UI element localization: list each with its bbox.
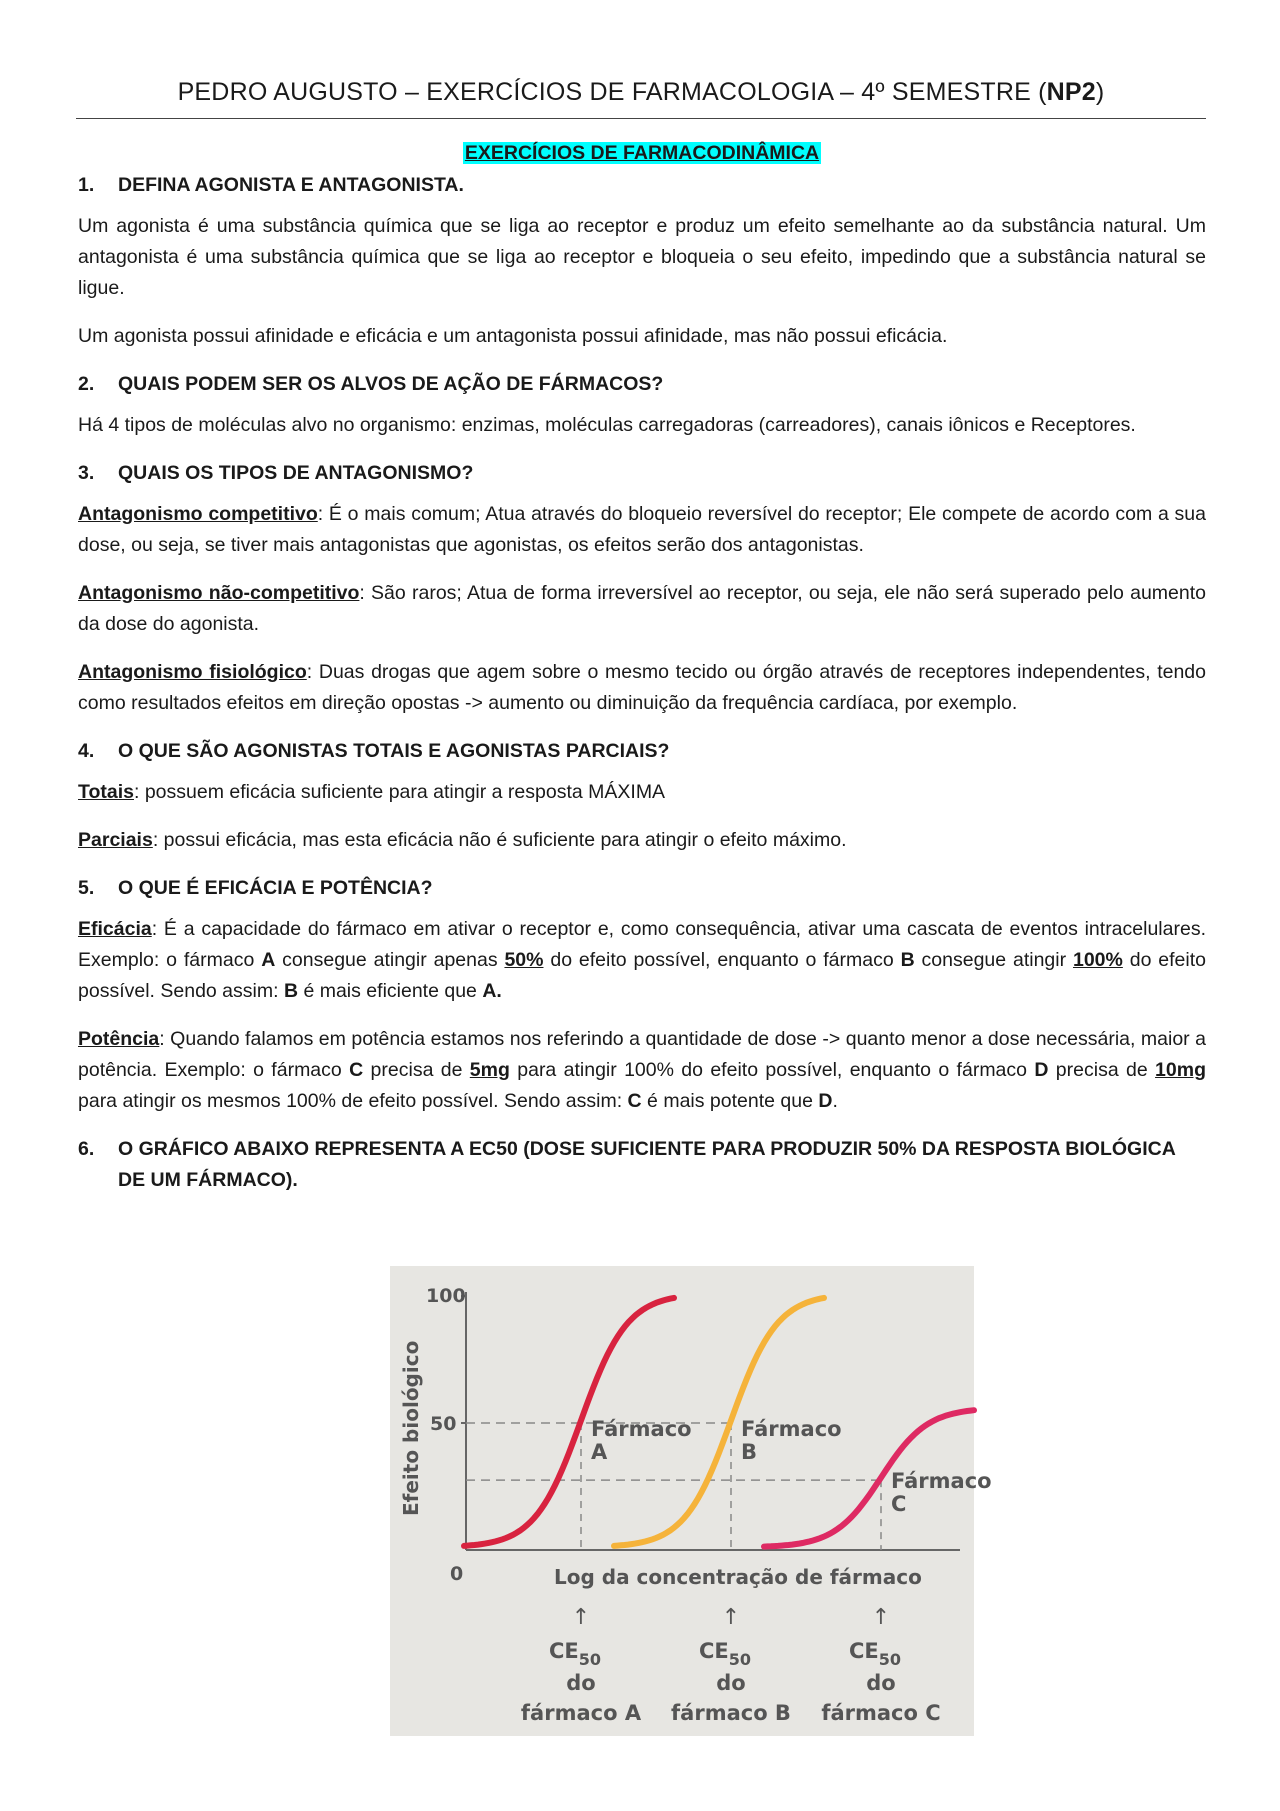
bold-run: A — [261, 949, 276, 971]
series-label: Fármaco — [891, 1469, 992, 1493]
bold-run: B — [900, 949, 915, 971]
paragraph — [78, 1024, 1206, 1117]
term: Antagonismo competitivo — [78, 503, 318, 525]
arrow-icon: ↑ — [871, 1605, 891, 1630]
series-label: A — [591, 1440, 608, 1464]
definition: : É o mais comum; Atua através do bloqueio reversível do receptor; Ele compete de acordo com a sua dose, ou seja, se tiver mais antagonistas que agonistas, os efeitos serão dos antagonistas. — [78, 503, 1206, 556]
question-2 — [78, 369, 1206, 400]
term: Potência — [78, 1028, 160, 1050]
ec50-chart — [390, 1266, 992, 1736]
chart-svg — [390, 1266, 992, 1736]
section-title-text: EXERCÍCIOS DE FARMACODINÂMICA — [464, 142, 820, 164]
ec50-text: CE — [848, 1639, 879, 1663]
y-tick-label: 50 — [430, 1413, 457, 1435]
text-run: para atingir os mesmos 100% de efeito possível. Sendo assim: — [78, 1090, 628, 1112]
question-number: 6. — [78, 1138, 95, 1160]
ec50-label: do — [716, 1671, 746, 1695]
definition: : São raros; Atua de forma irreversível ao receptor, ou seja, ele não será superado pelo aumento da dose do agonista. — [78, 582, 1206, 635]
ec50-subscript: 50 — [878, 1650, 902, 1669]
paragraph — [78, 914, 1206, 1007]
y-tick-label: 0 — [450, 1563, 464, 1585]
question-title: DEFINA AGONISTA E ANTAGONISTA. — [118, 174, 464, 196]
question-number: 1. — [78, 174, 95, 196]
definition: : possui eficácia, mas esta eficácia não é suficiente para atingir o efeito máximo. — [152, 829, 847, 851]
question-number: 5. — [78, 877, 95, 899]
document-body — [78, 136, 1206, 1206]
question-5 — [78, 873, 1206, 904]
paragraph — [78, 499, 1206, 561]
ec50-label: do — [866, 1671, 896, 1695]
ec50-label — [849, 1639, 901, 1669]
question-1 — [78, 170, 1206, 201]
text-run: para atingir 100% do efeito possível, enquanto o fármaco — [509, 1059, 1035, 1081]
definition: : Duas drogas que agem sobre o mesmo tecido ou órgão através de receptores independentes, tendo como resultados efeitos em direção opostas -> aumento ou diminuição da frequência cardíaca, por exemplo. — [78, 661, 1206, 714]
text-run: precisa de — [363, 1059, 470, 1081]
paragraph — [78, 578, 1206, 640]
term: Totais — [78, 781, 134, 803]
bold-run: D — [1034, 1059, 1049, 1081]
text-run: precisa de — [1048, 1059, 1156, 1081]
ec50-label: fármaco C — [821, 1701, 941, 1725]
bold-run: 10mg — [1155, 1059, 1206, 1081]
page-header — [76, 78, 1206, 107]
arrow-icon: ↑ — [721, 1605, 741, 1630]
series-label: Fármaco — [741, 1417, 842, 1441]
text-run: do efeito possível, enquanto o fármaco — [543, 949, 901, 971]
bold-run: 5mg — [469, 1059, 510, 1081]
series-label: C — [891, 1492, 907, 1516]
bold-run: 100% — [1072, 949, 1123, 971]
question-3 — [78, 458, 1206, 489]
definition: : possuem eficácia suficiente para atingir a resposta MÁXIMA — [133, 781, 666, 803]
paragraph — [78, 825, 1206, 856]
question-6 — [78, 1134, 1206, 1196]
bold-run: C — [627, 1090, 642, 1112]
ec50-label — [699, 1639, 751, 1669]
bold-run: A. — [482, 980, 502, 1002]
ec50-label: fármaco A — [520, 1701, 642, 1725]
ec50-text: CE — [698, 1639, 729, 1663]
ec50-subscript: 50 — [728, 1650, 752, 1669]
ec50-label — [549, 1639, 601, 1669]
term: Eficácia — [78, 918, 152, 940]
text-run: é mais potente que — [641, 1090, 819, 1112]
ec50-text: CE — [548, 1639, 579, 1663]
paragraph: Há 4 tipos de moléculas alvo no organismo: enzimas, moléculas carregadoras (carreadores), canais iônicos e Receptores. — [78, 414, 1136, 436]
series-label: B — [741, 1440, 758, 1464]
bold-run: C — [349, 1059, 364, 1081]
bold-run: 50% — [504, 949, 544, 971]
header-close: ) — [1095, 78, 1105, 106]
question-number: 2. — [78, 373, 95, 395]
term: Antagonismo não-competitivo — [78, 582, 360, 604]
term: Parciais — [78, 829, 153, 851]
text-run: : Quando falamos em potência estamos nos referindo a quantidade de dose -> quanto menor a dose necessária, maior a potência. Exemplo: o fármaco — [78, 1028, 1206, 1081]
question-number: 4. — [78, 740, 95, 762]
ec50-label: do — [566, 1671, 596, 1695]
arrow-icon: ↑ — [571, 1605, 591, 1630]
x-axis-label: Log da concentração de fármaco — [554, 1565, 922, 1589]
question-title: O QUE SÃO AGONISTAS TOTAIS E AGONISTAS PARCIAIS? — [118, 740, 670, 762]
question-title: O GRÁFICO ABAIXO REPRESENTA A EC50 (DOSE SUFICIENTE PARA PRODUZIR 50% DA RESPOSTA BIOLÓGICA DE UM FÁRMACO). — [118, 1138, 1176, 1191]
text-run: . — [832, 1090, 838, 1112]
text-run: consegue atingir — [914, 949, 1073, 971]
question-number: 3. — [78, 462, 95, 484]
series-label: Fármaco — [591, 1417, 692, 1441]
paragraph: Um agonista é uma substância química que se liga ao receptor e produz um efeito semelhante ao da substância natural. Um antagonista é uma substância química que se liga ao receptor e bloqueia o seu efeito, impedindo que a substância natural se ligue. — [78, 215, 1206, 299]
header-text: PEDRO AUGUSTO – EXERCÍCIOS DE FARMACOLOGIA – 4º SEMESTRE ( — [177, 78, 1047, 106]
bold-run: D — [818, 1090, 833, 1112]
text-run: : É a capacidade do fármaco em ativar o receptor e, como consequência, ativar uma cascata de eventos intracelulares. Exemplo: o fármaco — [78, 918, 1206, 971]
question-title: QUAIS PODEM SER OS ALVOS DE AÇÃO DE FÁRMACOS? — [118, 373, 664, 395]
ec50-label: fármaco B — [671, 1701, 791, 1725]
text-run: consegue atingir apenas — [275, 949, 505, 971]
paragraph — [78, 777, 1206, 808]
question-4 — [78, 736, 1206, 767]
question-title: O QUE É EFICÁCIA E POTÊNCIA? — [118, 877, 433, 899]
header-rule — [76, 118, 1206, 119]
term: Antagonismo fisiológico — [78, 661, 307, 683]
text-run: é mais eficiente que — [298, 980, 483, 1002]
text-run: do efeito possível. Sendo assim: — [78, 949, 1207, 1002]
section-title — [78, 136, 1206, 170]
bold-run: B — [283, 980, 299, 1002]
y-tick-label: 100 — [426, 1285, 466, 1307]
paragraph — [78, 657, 1206, 719]
question-title: QUAIS OS TIPOS DE ANTAGONISMO? — [118, 462, 474, 484]
paragraph: Um agonista possui afinidade e eficácia e um antagonista possui afinidade, mas não possui eficácia. — [78, 325, 948, 347]
header-bold: NP2 — [1046, 78, 1096, 106]
ec50-subscript: 50 — [578, 1650, 602, 1669]
y-axis-label: Efeito biológico — [399, 1340, 423, 1516]
